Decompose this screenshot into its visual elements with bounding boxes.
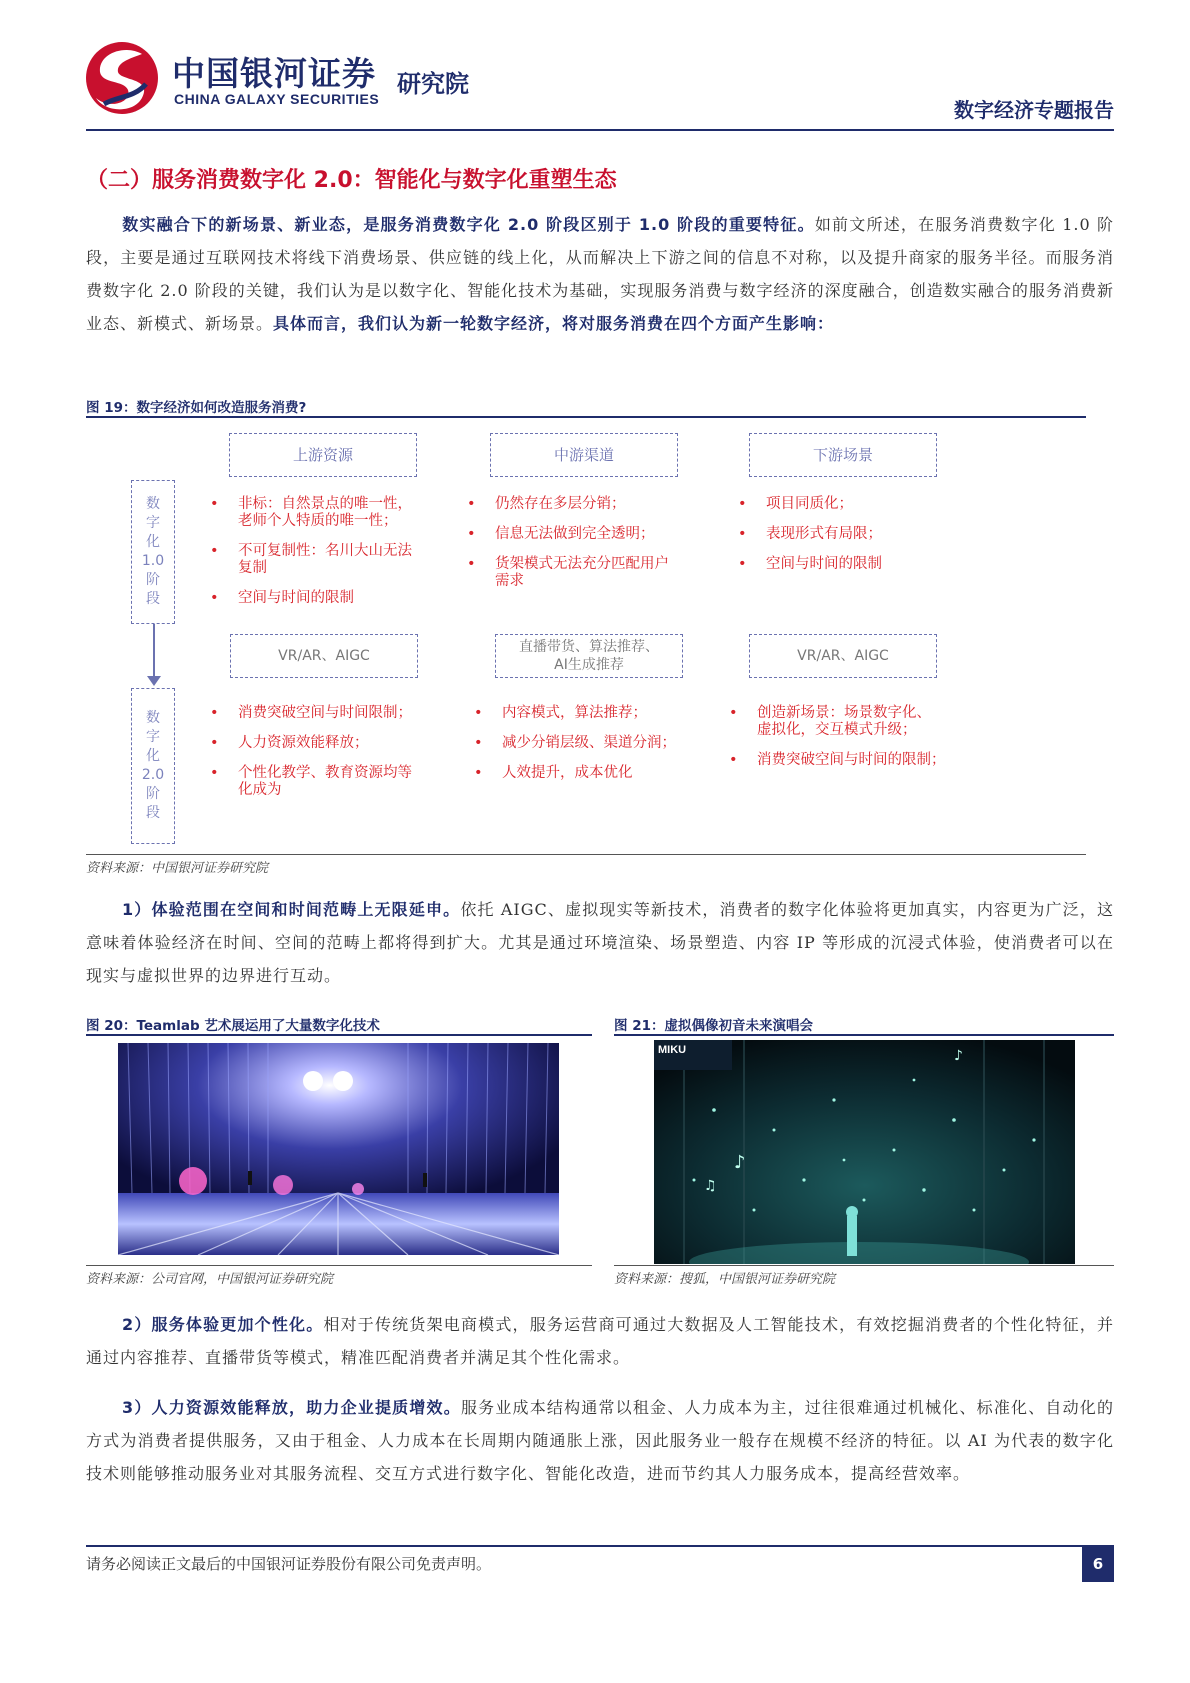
- point3-body: 服务业成本结构通常以租金、人力成本为主，过往很难通过机械化、标准化、自动化的方式为消费者提供服务，又由于租金、人力成本在长周期内随通胀上涨，因此服务业一般存在规模不经济的特征。以 AI 为代表的数字化技术则能够推动服务业对其服务流程、交互方式进行数字化、智能化改造，进而节约其人力服务成本，提高经营效率。: [86, 1398, 1114, 1483]
- miku-concert-image: [654, 1040, 1075, 1264]
- tech-box-downstream: VR/AR、AIGC: [749, 634, 937, 678]
- stage-label-char: 数: [146, 710, 160, 726]
- col2-stage2-item: • 内容模式，算法推荐；: [474, 705, 647, 722]
- col1-stage2-item: • 消费突破空间与时间限制；: [210, 705, 412, 722]
- logo-english-name: CHINA GALAXY SECURITIES: [174, 91, 380, 107]
- point2-bold: 2）服务体验更加个性化。: [122, 1315, 324, 1334]
- point1-body: 依托 AIGC、虚拟现实等新技术，消费者的数字化体验将更加真实，内容更为广泛，这意味着体验经济在时间、空间的范畴上都将得到扩大。尤其是通过环境渲染、场景塑造、内容 IP 等形成的沉浸式体验，使消费者可以在现实与虚拟世界的边界进行互动。: [86, 900, 1114, 985]
- point1-paragraph: [86, 893, 1114, 992]
- col3-stage2-item: • 消费突破空间与时间的限制；: [729, 752, 946, 769]
- stage-1-box: [131, 480, 175, 624]
- fig19-diagram: [86, 418, 1086, 854]
- page-number: 6: [1082, 1546, 1114, 1582]
- stage-label-char: 2.0: [141, 767, 165, 783]
- svg-text:♪: ♪: [734, 1152, 746, 1173]
- point1-bold: 1）体验范围在空间和时间范畴上无限延申。: [122, 900, 461, 919]
- point3-paragraph: [86, 1391, 1114, 1490]
- stage-arrow-icon: [147, 676, 161, 686]
- galaxy-logo-icon: [84, 40, 160, 116]
- footer-disclaimer: 请务必阅读正文最后的中国银河证券股份有限公司免责声明。: [86, 1555, 492, 1573]
- col1-stage1-item: • 空间与时间的限制: [210, 590, 354, 607]
- stage-label-char: 段: [146, 805, 160, 821]
- col3-stage1-item: • 表现形式有局限；: [738, 526, 882, 543]
- stage-label-char: 字: [146, 729, 160, 745]
- point2-paragraph: [86, 1308, 1114, 1374]
- col1-stage2-item: • 个性化教学、教育资源均等 化成为: [210, 765, 412, 799]
- point3-bold: 3）人力资源效能释放，助力企业提质增效。: [122, 1398, 461, 1417]
- miku-logo: MIKU: [658, 1044, 687, 1056]
- section-title: （二）服务消费数字化 2.0：智能化与数字化重塑生态: [86, 168, 617, 193]
- stage-2-box: [131, 688, 175, 844]
- point2-body: 相对于传统货架电商模式，服务运营商可通过大数据及人工智能技术，有效挖掘消费者的个性化特征，并通过内容推荐、直播带货等模式，精准匹配消费者并满足其个性化需求。: [86, 1315, 1114, 1367]
- report-title: 数字经济专题报告: [954, 98, 1114, 122]
- col2-stage1-item: • 货架模式无法充分匹配用户 需求: [467, 556, 669, 590]
- col2-stage2-item: • 人效提升，成本优化: [474, 765, 633, 782]
- stage-label-char: 阶: [146, 786, 160, 802]
- stage-label-char: 化: [146, 748, 160, 764]
- teamlab-exhibition-image: [118, 1043, 559, 1255]
- fig21-caption: 图 21：虚拟偶像初音未来演唱会: [614, 1018, 813, 1034]
- intro-bold-lead: 数实融合下的新场景、新业态，是服务消费数字化 2.0 阶段区别于 1.0 阶段的重要特征。: [122, 215, 815, 234]
- intro-paragraph: [86, 208, 1114, 340]
- fig20-bottom-rule: [86, 1265, 592, 1266]
- stage-label-char: 字: [146, 515, 160, 531]
- stage-label-char: 阶: [146, 572, 160, 588]
- tech-box-midstream: 直播带货、算法推荐、 AI生成推荐: [495, 634, 683, 678]
- fig19-bottom-rule: [86, 854, 1086, 855]
- col3-stage1-item: • 空间与时间的限制: [738, 556, 882, 573]
- logo-chinese-name: 中国银河证券: [172, 54, 376, 93]
- fig20-top-rule: [86, 1034, 592, 1036]
- col-header-downstream: 下游场景: [749, 433, 937, 477]
- footer-divider: [86, 1545, 1114, 1547]
- header-divider: [86, 129, 1114, 131]
- stage-label-char: 化: [146, 534, 160, 550]
- fig21-bottom-rule: [614, 1265, 1114, 1266]
- fig20-caption: 图 20：Teamlab 艺术展运用了大量数字化技术: [86, 1018, 380, 1034]
- fig21-source: 资料来源：搜狐，中国银河证券研究院: [614, 1272, 836, 1287]
- col3-stage1-item: • 项目同质化；: [738, 496, 853, 513]
- col1-stage1-item: • 不可复制性：名川大山无法 复制: [210, 543, 412, 577]
- col-header-midstream: 中游渠道: [490, 433, 678, 477]
- fig19-caption: 图 19：数字经济如何改造服务消费?: [86, 400, 307, 416]
- stage-label-char: 段: [146, 591, 160, 607]
- col2-stage1-item: • 仍然存在多层分销；: [467, 496, 626, 513]
- col3-stage2-item: • 创造新场景：场景数字化、 虚拟化，交互模式升级；: [729, 705, 931, 739]
- col1-stage1-item: • 非标：自然景点的唯一性， 老师个人特质的唯一性；: [210, 496, 412, 530]
- col2-stage1-item: • 信息无法做到完全透明；: [467, 526, 655, 543]
- intro-bold-tail: 具体而言，我们认为新一轮数字经济，将对服务消费在四个方面产生影响：: [273, 314, 835, 333]
- fig21-top-rule: [614, 1034, 1114, 1036]
- col-header-upstream: 上游资源: [229, 433, 417, 477]
- svg-text:♫: ♫: [704, 1178, 717, 1194]
- fig19-source: 资料来源：中国银河证券研究院: [86, 861, 269, 876]
- fig20-source: 资料来源：公司官网，中国银河证券研究院: [86, 1272, 334, 1287]
- intro-body: 如前文所述，在服务消费数字化 1.0 阶段，主要是通过互联网技术将线下消费场景、供应链的线上化，从而解决上下游之间的信息不对称，以及提升商家的服务半径。而服务消费数字化 2.0 阶段的关键，我们认为是以数字化、智能化技术为基础，实现服务消费与数字经济的深度融合，创造数实融合的服务消费新业态、新模式、新场景。: [86, 215, 1114, 333]
- stage-label-char: 1.0: [141, 553, 165, 569]
- logo-institute: 研究院: [397, 70, 469, 98]
- stage-arrow-line: [153, 624, 155, 680]
- svg-text:♪: ♪: [954, 1048, 963, 1064]
- col1-stage2-item: • 人力资源效能释放；: [210, 735, 369, 752]
- stage-label-char: 数: [146, 496, 160, 512]
- tech-box-upstream: VR/AR、AIGC: [230, 634, 418, 678]
- col2-stage2-item: • 减少分销层级、渠道分润；: [474, 735, 676, 752]
